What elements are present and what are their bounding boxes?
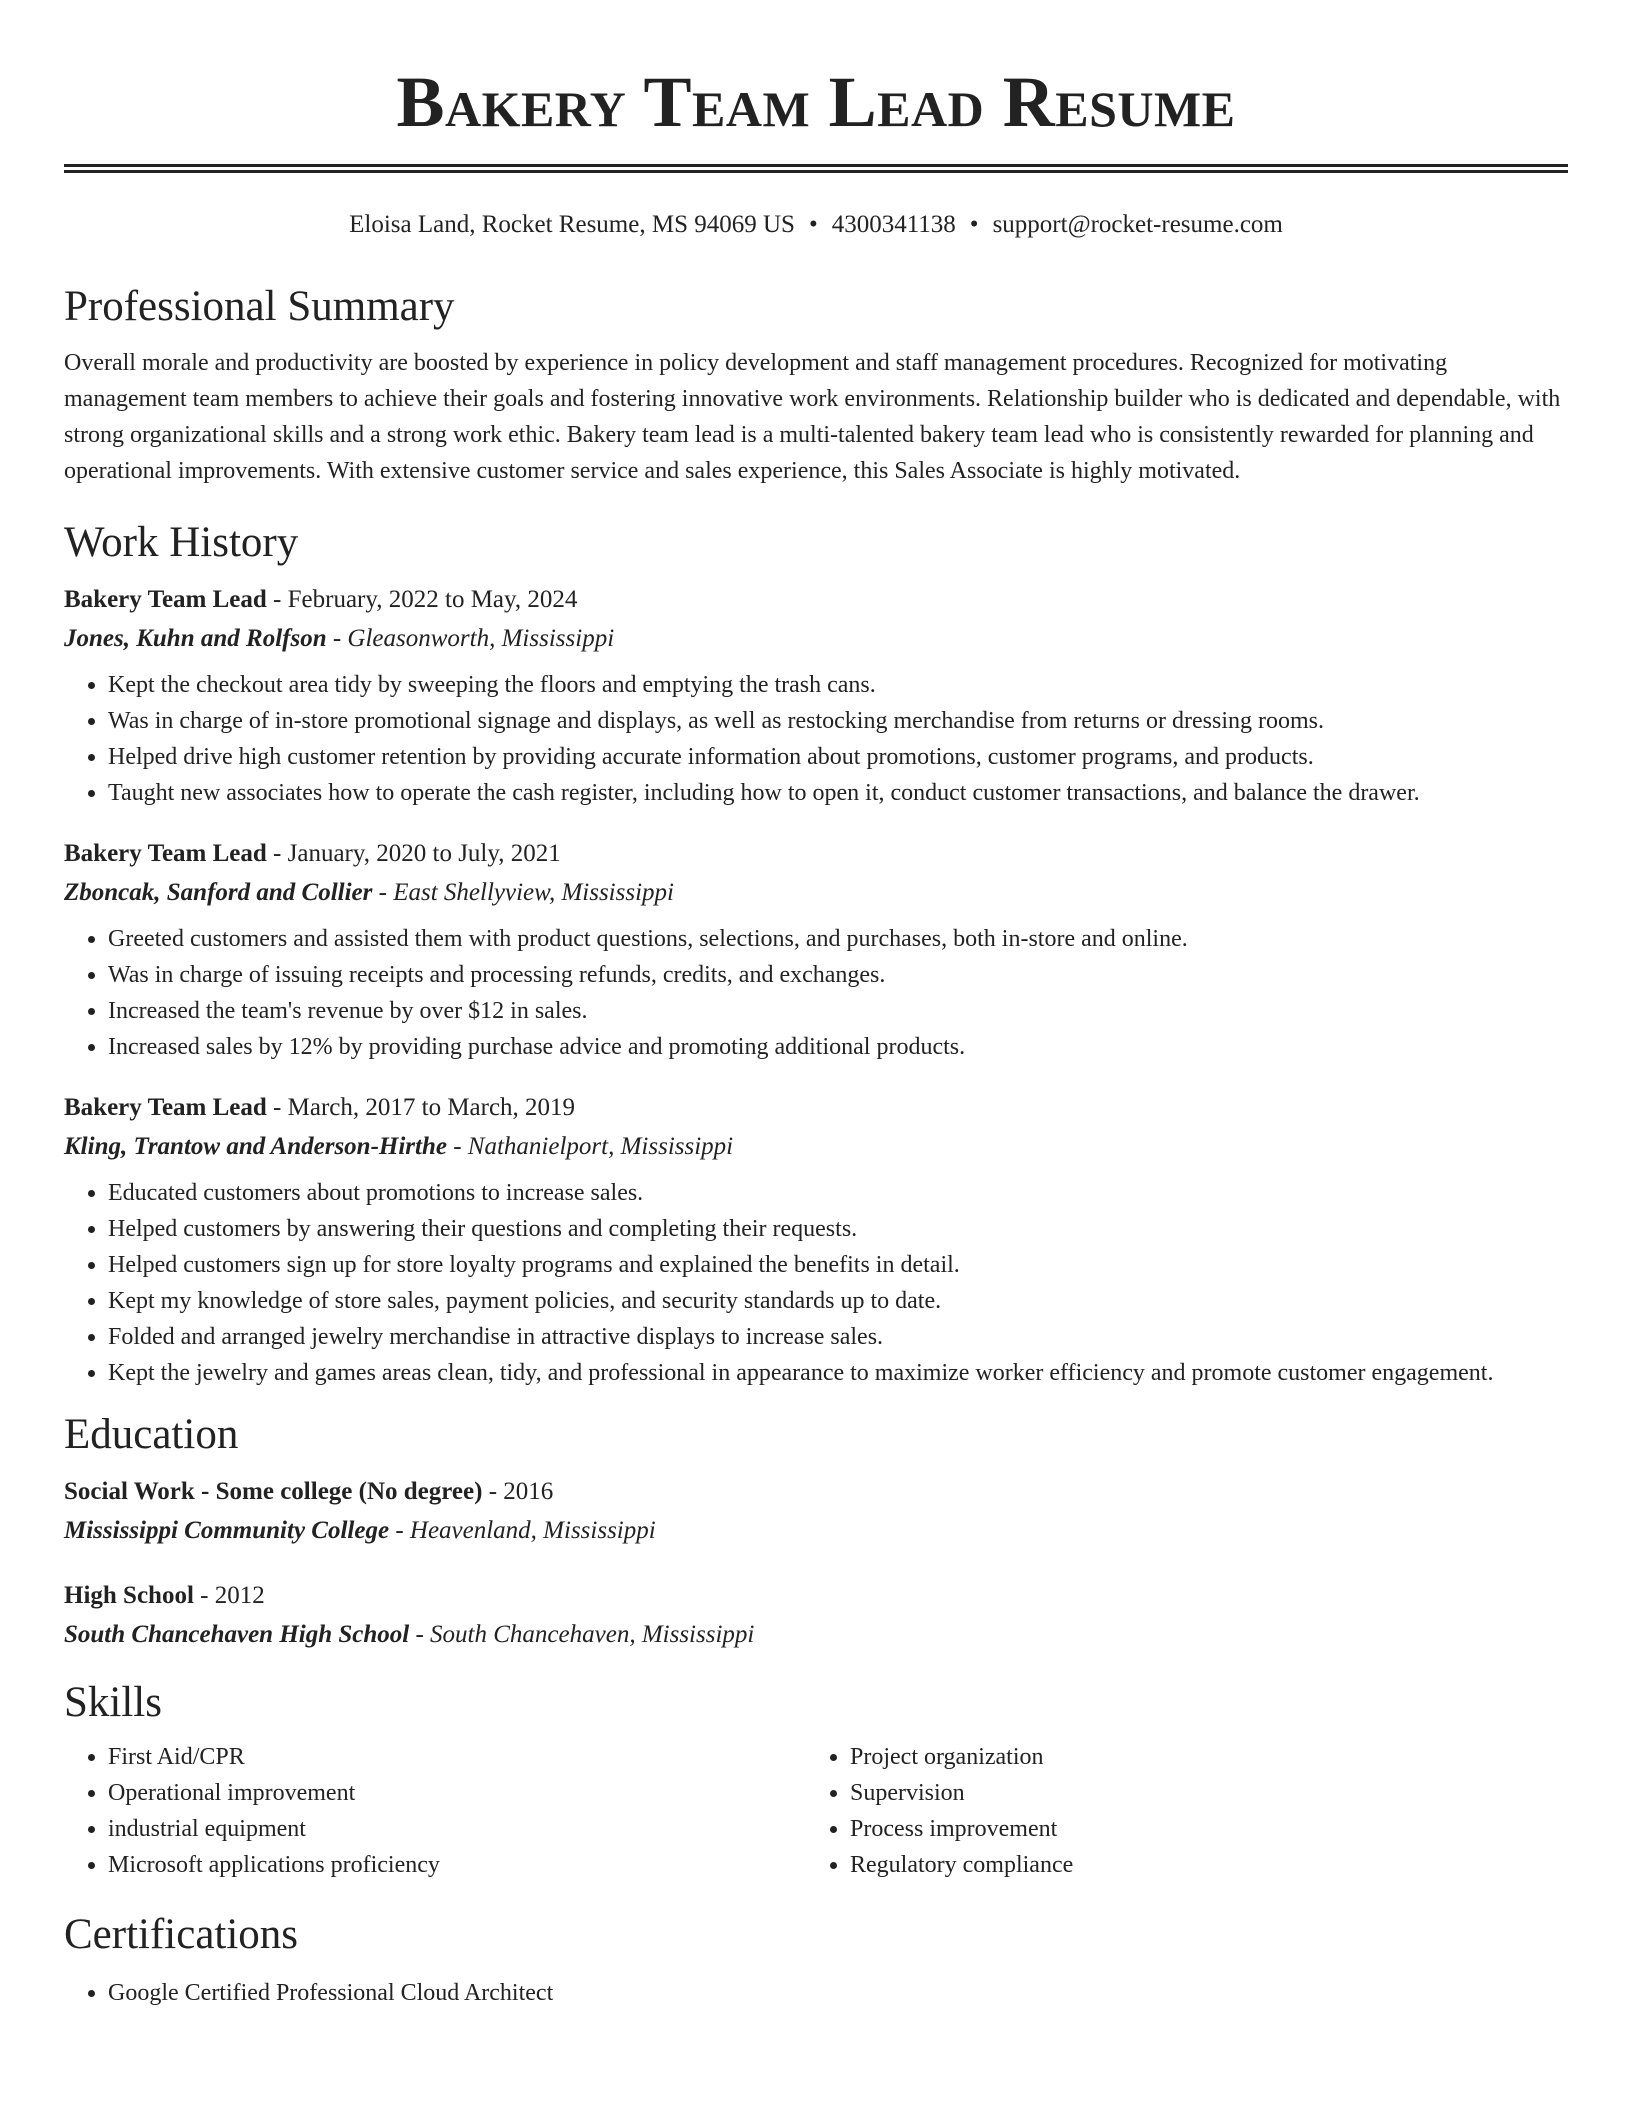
contact-email: support@rocket-resume.com <box>992 211 1283 238</box>
skill-item: • Process improvement <box>850 1811 1548 1847</box>
skill-item: • Supervision <box>850 1775 1548 1811</box>
education-heading: Education <box>64 1411 239 1458</box>
skills-column-left <box>64 1739 806 1883</box>
education-school: South Chancehaven High School <box>64 1621 410 1648</box>
job-bullet: • Helped customers sign up for store loyalty programs and explained the benefits in detail. <box>108 1247 1568 1283</box>
skills-column-right <box>806 1739 1548 1883</box>
job-bullet: • Was in charge of in-store promotional signage and displays, as well as restocking merchandise from returns or dressing rooms. <box>108 703 1568 739</box>
job-title: Bakery Team Lead <box>64 586 267 613</box>
certifications-list <box>64 1975 1568 2011</box>
job-dates: - March, 2017 to March, 2019 <box>266 1094 576 1121</box>
job-company: Jones, Kuhn and Rolfson <box>64 625 327 652</box>
education-degree-line <box>64 1473 1568 1511</box>
job-entry <box>64 581 1568 811</box>
skills-grid <box>64 1739 1568 1883</box>
skill-item: • Regulatory compliance <box>850 1847 1548 1883</box>
job-bullets <box>64 1175 1568 1391</box>
summary-text: Overall morale and productivity are boosted by experience in policy development and staff management procedures. Recognized for motivating management team members to achieve their goals and fostering innovative work environments. Relationship builder who is dedicated and dependable, with strong organizational skills and a strong work ethic. Bakery team lead is a multi-talented bakery team lead who is consistently rewarded for planning and operational improvements. With extensive customer service and sales experience, this Sales Associate is highly motivated. <box>64 350 1561 484</box>
job-bullet: • Increased the team's revenue by over $12 in sales. <box>108 993 1568 1029</box>
education-entry <box>64 1473 1568 1551</box>
job-company: Kling, Trantow and Anderson-Hirthe <box>64 1133 447 1160</box>
job-bullet: • Kept the jewelry and games areas clean, tidy, and professional in appearance to maximize worker efficiency and promote customer engagement. <box>108 1355 1568 1391</box>
job-company-line <box>64 1127 1568 1167</box>
job-title: Bakery Team Lead <box>64 1094 267 1121</box>
education-year: - 2016 <box>482 1478 554 1505</box>
education-school: Mississippi Community College <box>64 1517 390 1544</box>
job-bullet: • Educated customers about promotions to increase sales. <box>108 1175 1568 1211</box>
job-bullets <box>64 667 1568 811</box>
resume-title: Bakery Team Lead Resume <box>396 62 1236 142</box>
job-dates: - January, 2020 to July, 2021 <box>266 840 561 867</box>
job-bullet: • Increased sales by 12% by providing purchase advice and promoting additional products. <box>108 1029 1568 1065</box>
skill-item: • First Aid/CPR <box>108 1739 806 1775</box>
skill-item: • Project organization <box>850 1739 1548 1775</box>
job-entry <box>64 1089 1568 1391</box>
job-location: - Gleasonworth, Mississippi <box>326 625 615 652</box>
job-company: Zboncak, Sanford and Collier <box>64 879 373 906</box>
job-dates: - February, 2022 to May, 2024 <box>266 586 578 613</box>
job-bullet: • Helped customers by answering their questions and completing their requests. <box>108 1211 1568 1247</box>
education-year: - 2012 <box>193 1582 265 1609</box>
job-title-line <box>64 581 1568 619</box>
job-title-line <box>64 1089 1568 1127</box>
job-location: - East Shellyview, Mississippi <box>372 879 674 906</box>
job-company-line <box>64 619 1568 659</box>
education-location: - Heavenland, Mississippi <box>389 1517 656 1544</box>
job-title-line <box>64 835 1568 873</box>
skill-item: • industrial equipment <box>108 1811 806 1847</box>
education-location: - South Chancehaven, Mississippi <box>409 1621 755 1648</box>
contact-separator: • <box>808 211 818 238</box>
summary-heading: Professional Summary <box>64 283 455 330</box>
job-bullet: • Helped drive high customer retention by providing accurate information about promotions, customer programs, and products. <box>108 739 1568 775</box>
job-bullet: • Kept the checkout area tidy by sweeping the floors and emptying the trash cans. <box>108 667 1568 703</box>
job-bullets <box>64 921 1568 1065</box>
work-history-heading: Work History <box>64 519 299 566</box>
certification-item: • Google Certified Professional Cloud Architect <box>108 1975 1568 2011</box>
skills-heading: Skills <box>64 1679 162 1726</box>
contact-phone: 4300341138 <box>831 211 956 238</box>
job-bullet: • Greeted customers and assisted them with product questions, selections, and purchases, both in-store and online. <box>108 921 1568 957</box>
education-degree: Social Work - Some college (No degree) <box>64 1478 483 1505</box>
skill-item: • Operational improvement <box>108 1775 806 1811</box>
education-school-line <box>64 1511 1568 1551</box>
certifications-heading: Certifications <box>64 1911 299 1958</box>
education-degree-line <box>64 1577 1568 1615</box>
education-entry <box>64 1577 1568 1655</box>
education-degree: High School <box>64 1582 194 1609</box>
job-entry <box>64 835 1568 1065</box>
skill-item: • Microsoft applications proficiency <box>108 1847 806 1883</box>
job-bullet: • Kept my knowledge of store sales, payment policies, and security standards up to date. <box>108 1283 1568 1319</box>
job-title: Bakery Team Lead <box>64 840 267 867</box>
title-divider <box>64 164 1568 173</box>
job-bullet: • Was in charge of issuing receipts and processing refunds, credits, and exchanges. <box>108 957 1568 993</box>
job-company-line <box>64 873 1568 913</box>
contact-separator: • <box>969 211 979 238</box>
education-school-line <box>64 1615 1568 1655</box>
job-bullet: • Folded and arranged jewelry merchandise in attractive displays to increase sales. <box>108 1319 1568 1355</box>
job-location: - Nathanielport, Mississippi <box>446 1133 734 1160</box>
contact-address: Eloisa Land, Rocket Resume, MS 94069 US <box>349 211 795 238</box>
contact-line <box>64 209 1568 241</box>
job-bullet: • Taught new associates how to operate the cash register, including how to open it, conduct customer transactions, and balance the drawer. <box>108 775 1568 811</box>
